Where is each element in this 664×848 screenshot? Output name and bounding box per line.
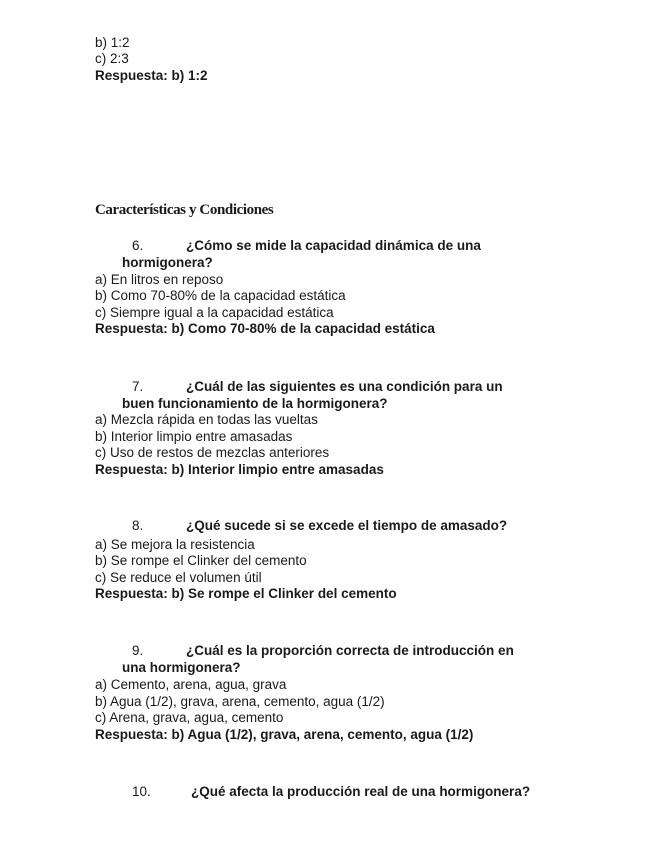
question-number: 8. [132, 518, 144, 533]
answer: Respuesta: b) Se rompe el Clinker del cemento [95, 586, 397, 601]
question-text: ¿Cómo se mide la capacidad dinámica de una [186, 238, 481, 253]
option-c: c) Siempre igual a la capacidad estática [95, 305, 334, 320]
option-b: b) Como 70-80% de la capacidad estática [95, 288, 346, 303]
question-text-continued: una hormigonera? [122, 660, 241, 675]
question-number: 6. [132, 238, 144, 253]
section-title: Características y Condiciones [95, 202, 274, 218]
answer: Respuesta: b) 1:2 [95, 68, 208, 83]
option-b: b) Agua (1/2), grava, arena, cemento, agua (1/2) [95, 694, 385, 709]
question-text: ¿Cuál de las siguientes es una condición para un [186, 379, 503, 394]
question-number: 7. [132, 379, 144, 394]
option-b: b) Interior limpio entre amasadas [95, 429, 293, 444]
option-c: c) Arena, grava, agua, cemento [95, 710, 284, 725]
option-c: c) 2:3 [95, 51, 129, 66]
answer: Respuesta: b) Agua (1/2), grava, arena, cemento, agua (1/2) [95, 727, 474, 742]
answer: Respuesta: b) Interior limpio entre amasadas [95, 462, 384, 477]
option-b: b) 1:2 [95, 35, 130, 50]
option-a: a) Cemento, arena, agua, grava [95, 677, 287, 692]
question-text: ¿Qué sucede si se excede el tiempo de amasado? [186, 518, 508, 533]
question-text-continued: hormigonera? [122, 255, 213, 270]
option-b: b) Se rompe el Clinker del cemento [95, 553, 307, 568]
option-a: a) Se mejora la resistencia [95, 537, 255, 552]
option-a: a) Mezcla rápida en todas las vueltas [95, 412, 318, 427]
option-c: c) Uso de restos de mezclas anteriores [95, 445, 330, 460]
question-number: 9. [132, 643, 144, 658]
question-text: ¿Qué afecta la producción real de una hormigonera? [191, 784, 531, 799]
option-a: a) En litros en reposo [95, 272, 224, 287]
option-c: c) Se reduce el volumen útil [95, 570, 262, 585]
question-text: ¿Cuál es la proporción correcta de introducción en [186, 643, 514, 658]
question-number: 10. [132, 784, 151, 799]
answer: Respuesta: b) Como 70-80% de la capacidad estática [95, 321, 435, 336]
question-text-continued: buen funcionamiento de la hormigonera? [122, 396, 388, 411]
